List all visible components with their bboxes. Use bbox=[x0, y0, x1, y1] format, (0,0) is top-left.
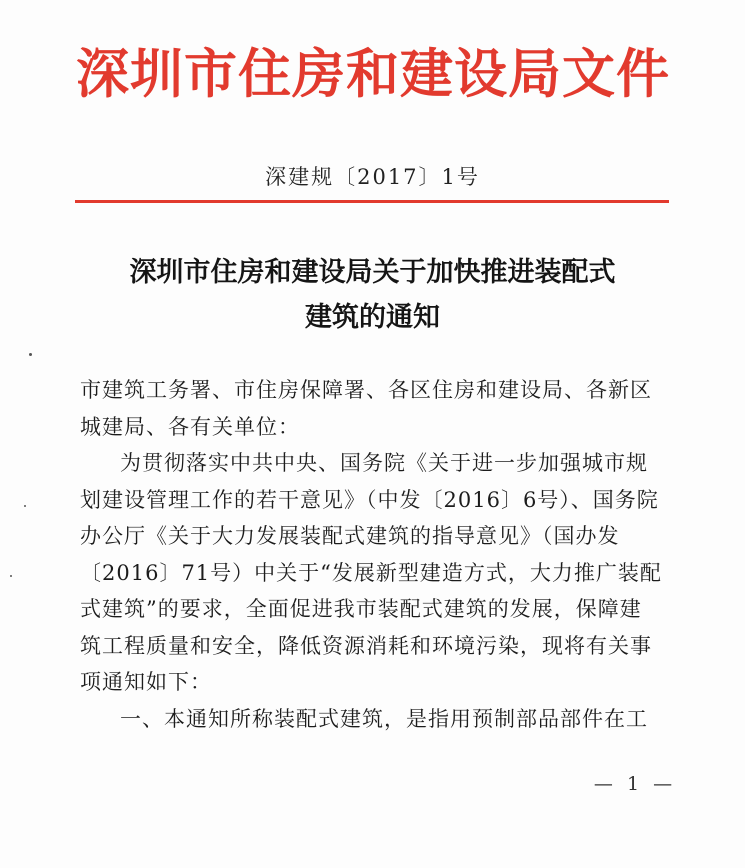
document-number: 深建规〔2017〕1号 bbox=[265, 165, 480, 189]
notice-title-line-1: 深圳市住房和建设局关于加快推进装配式 bbox=[129, 257, 616, 288]
body-line-addressees-1: 市建筑工务署、市住房保障署、各区住房和建设局、各新区 bbox=[80, 378, 652, 402]
notice-title bbox=[60, 250, 685, 340]
issuer-title: 深圳市住房和建设局文件 bbox=[76, 43, 670, 105]
notice-title-line-2: 建筑的通知 bbox=[305, 302, 440, 333]
body-line-4: 划建设管理工作的若干意见》（中发〔2016〕6号）、国务院 bbox=[80, 487, 659, 512]
body-line-section-1: 一、本通知所称装配式建筑，是指用预制部品部件在工 bbox=[120, 706, 648, 731]
body-line-6: 〔2016〕71号）中关于“发展新型建造方式，大力推广装配 bbox=[80, 560, 662, 585]
notice-body bbox=[80, 372, 680, 737]
red-divider-line bbox=[75, 200, 669, 203]
scan-speck bbox=[29, 353, 32, 356]
body-line-5: 办公厅《关于大力发展装配式建筑的指导意见》（国办发 bbox=[80, 524, 620, 548]
scan-speck bbox=[10, 575, 12, 577]
body-line-8: 筑工程质量和安全，降低资源消耗和环境污染，现将有关事 bbox=[80, 633, 652, 658]
page-number: — 1 — bbox=[593, 773, 677, 795]
body-line-addressees-2: 城建局、各有关单位： bbox=[80, 414, 300, 439]
scan-speck bbox=[24, 505, 26, 507]
body-line-9: 项通知如下： bbox=[80, 670, 212, 694]
body-line-3: 为贯彻落实中共中央、国务院《关于进一步加强城市规 bbox=[120, 451, 648, 475]
body-line-7: 式建筑”的要求，全面促进我市装配式建筑的发展，保障建 bbox=[80, 597, 642, 621]
